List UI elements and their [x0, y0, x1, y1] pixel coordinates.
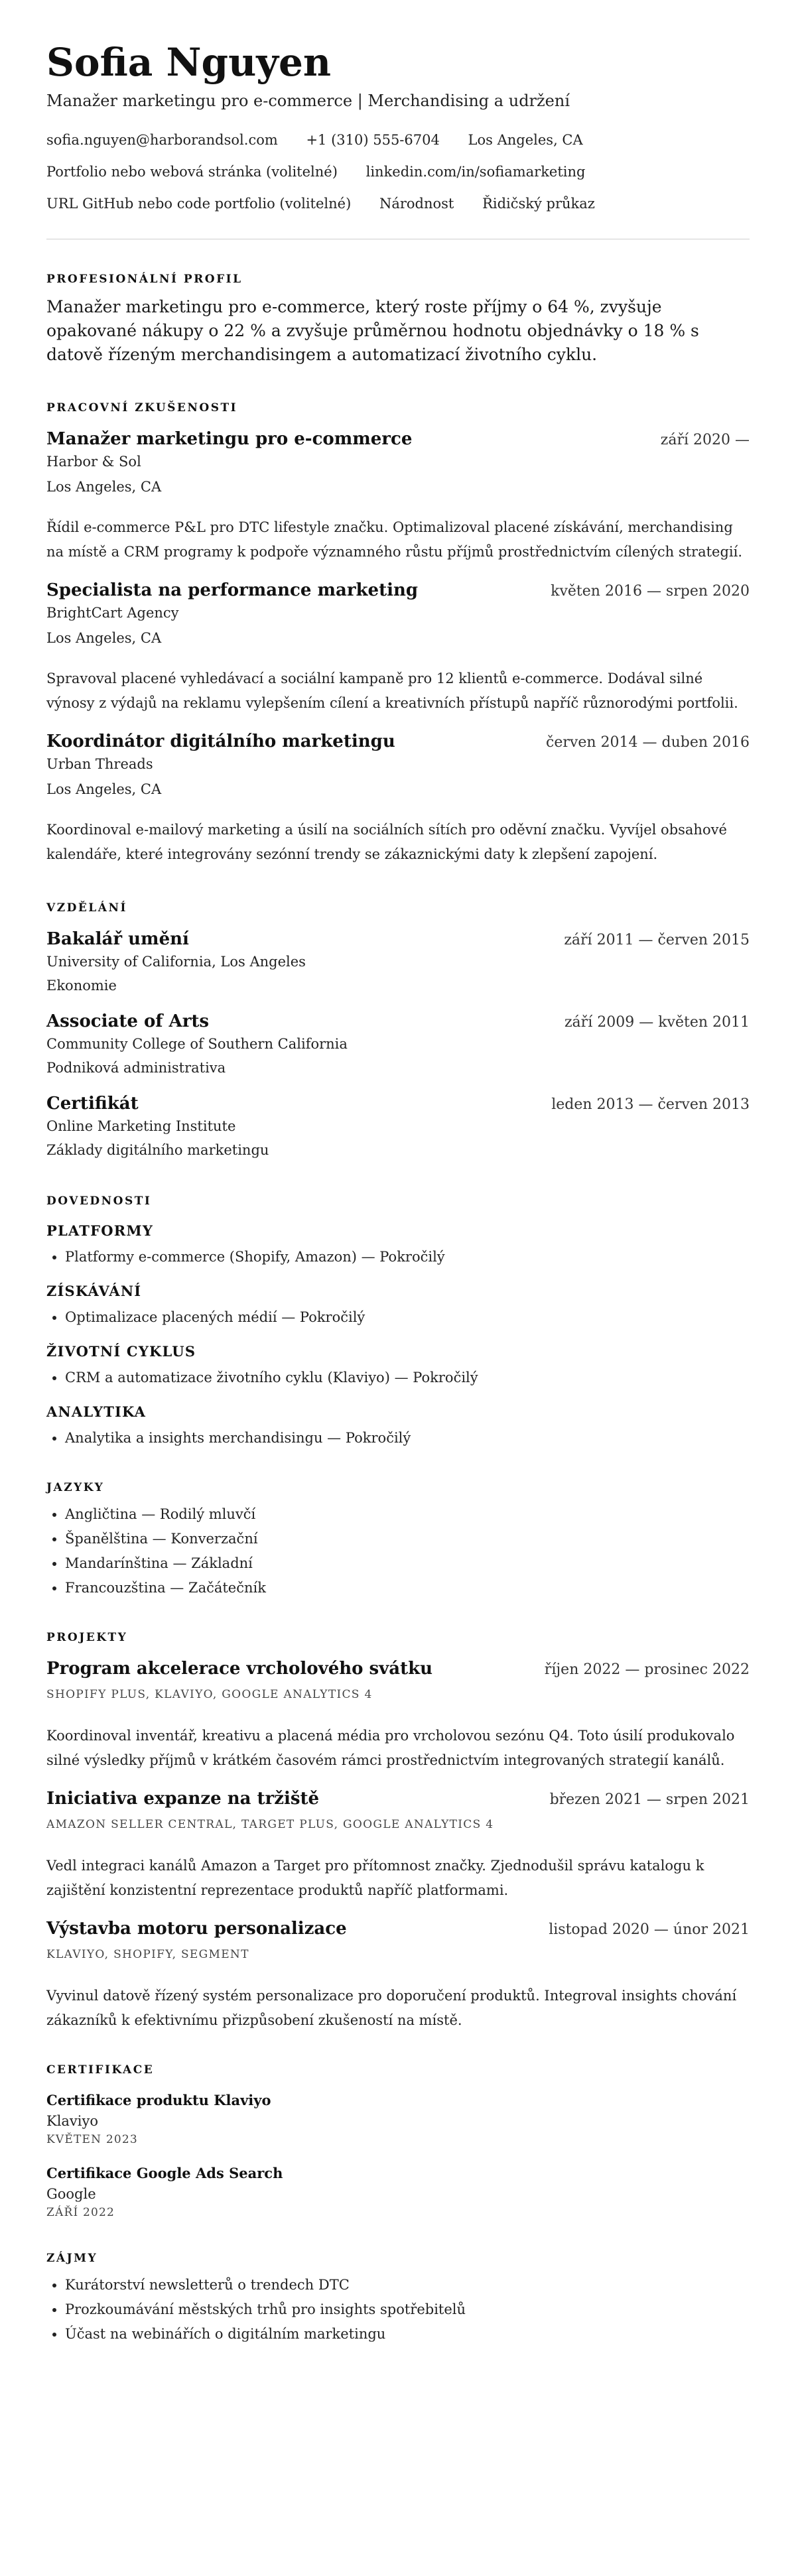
skill-item: • CRM a automatizace životního cyklu (Klaviyo) — Pokročilý: [65, 1366, 750, 1390]
education-section: [46, 900, 750, 1160]
contact-email[interactable]: sofia.nguyen@harborandsol.com: [46, 132, 278, 148]
experience-entry: [46, 730, 750, 867]
experience-company: BrightCart Agency: [46, 605, 179, 621]
skill-category: PLATFORMY: [46, 1222, 154, 1239]
language-item: • Francouzština — Začátečník: [65, 1576, 750, 1600]
interest-list: [46, 2273, 750, 2347]
project-date: říjen 2022 — prosinec 2022: [544, 1661, 750, 1678]
education-degree: Bakalář umění: [46, 929, 189, 949]
project-name: Iniciativa expanze na tržiště: [46, 1789, 320, 1809]
project-tech: KLAVIYO, SHOPIFY, SEGMENT: [46, 1948, 249, 1961]
section-title-profile: PROFESIONÁLNÍ PROFIL: [46, 273, 243, 286]
skill-category: ŽIVOTNÍ CYKLUS: [46, 1343, 196, 1360]
contact-row-links: [46, 162, 750, 182]
skill-category: ZÍSKÁVÁNÍ: [46, 1283, 142, 1299]
certification-entry: [46, 2090, 750, 2148]
certification-name: Certifikace produktu Klaviyo: [46, 2092, 271, 2108]
experience-entry: [46, 579, 750, 716]
education-date: září 2011 — červen 2015: [564, 932, 750, 948]
experience-role: Manažer marketingu pro e-commerce: [46, 429, 413, 449]
contact-phone[interactable]: +1 (310) 555-6704: [306, 132, 440, 148]
languages-section: [46, 1480, 750, 1600]
language-item: • Mandarínština — Základní: [65, 1551, 750, 1576]
skill-item: • Optimalizace placených médií — Pokročilý: [65, 1305, 750, 1330]
education-field: Ekonomie: [46, 978, 117, 994]
experience-date: červen 2014 — duben 2016: [546, 734, 750, 751]
contact-row-extra: [46, 194, 750, 214]
contact-github[interactable]: URL GitHub nebo code portfolio (volitelné): [46, 196, 352, 212]
experience-company: Harbor & Sol: [46, 454, 141, 470]
skill-item: • Analytika a insights merchandisingu — Pokročilý: [65, 1426, 750, 1450]
experience-description: Koordinoval e-mailový marketing a úsilí na sociálních sítích pro oděvní značku. Vyvíjel obsahové kalendáře, které integrovány sezónní trendy se zákaznickými daty k zlepšení zapojení.: [46, 822, 727, 862]
education-date: leden 2013 — červen 2013: [551, 1096, 750, 1113]
experience-location: Los Angeles, CA: [46, 781, 162, 797]
education-field: Podniková administrativa: [46, 1060, 226, 1076]
education-degree: Associate of Arts: [46, 1011, 210, 1031]
experience-section: [46, 400, 750, 867]
interest-item: • Kurátorství newsletterů o trendech DTC: [65, 2273, 750, 2297]
resume-header: [46, 0, 750, 239]
projects-section: [46, 1630, 750, 2033]
interest-item: • Prozkoumávání městských trhů pro insights spotřebitelů: [65, 2297, 750, 2322]
contact-license: Řidičský průkaz: [482, 196, 595, 212]
section-title-education: VZDĚLÁNÍ: [46, 901, 127, 915]
section-title-projects: PROJEKTY: [46, 1631, 128, 1644]
skill-list: [46, 1426, 750, 1450]
project-description: Vyvinul datově řízený systém personalizace pro doporučení produktů. Integroval insights chování zákazníků k efektivnímu přizpůsobení zkušeností na místě.: [46, 1988, 737, 2028]
certification-name: Certifikace Google Ads Search: [46, 2165, 283, 2181]
education-school: University of California, Los Angeles: [46, 954, 306, 970]
certification-entry: [46, 2163, 750, 2221]
contact-linkedin[interactable]: linkedin.com/in/sofiamarketing: [365, 164, 586, 180]
section-title-certifications: CERTIFIKACE: [46, 2063, 155, 2077]
experience-entry: [46, 428, 750, 564]
project-description: Vedl integraci kanálů Amazon a Target pro přítomnost značky. Zjednodušil správu katalogu k zajištění konzistentní reprezentace produktů napříč platformami.: [46, 1858, 704, 1898]
education-date: září 2009 — květen 2011: [564, 1014, 750, 1031]
experience-company: Urban Threads: [46, 756, 153, 772]
experience-description: Řídil e-commerce P&L pro DTC lifestyle značku. Optimalizoval placené získávání, merchandising na místě a CRM programy k podpoře významného růstu příjmů prostřednictvím cílených strategií.: [46, 519, 743, 560]
language-list: [46, 1502, 750, 1600]
skills-section: [46, 1193, 750, 1450]
experience-location: Los Angeles, CA: [46, 479, 162, 495]
experience-date: květen 2016 — srpen 2020: [551, 583, 750, 600]
section-title-skills: DOVEDNOSTI: [46, 1194, 152, 1208]
interest-item: • Účast na webinářích o digitálním marketingu: [65, 2322, 750, 2347]
language-item: • Španělština — Konverzační: [65, 1527, 750, 1551]
contact-row-primary: [46, 130, 750, 150]
project-entry: [46, 1657, 750, 1773]
skill-list: [46, 1305, 750, 1330]
certification-date: ZÁŘÍ 2022: [46, 2206, 115, 2219]
section-title-interests: ZÁJMY: [46, 2252, 98, 2265]
section-title-experience: PRACOVNÍ ZKUŠENOSTI: [46, 401, 238, 415]
education-entry: [46, 1092, 750, 1160]
skill-category: ANALYTIKA: [46, 1403, 147, 1420]
project-entry: [46, 1787, 750, 1903]
section-title-languages: JAZYKY: [46, 1481, 105, 1494]
experience-description: Spravoval placené vyhledávací a sociální kampaně pro 12 klientů e-commerce. Dodával silné výnosy z výdajů na reklamu vylepšením cílení a kreativních přístupů napříč různorodými portfolii.: [46, 671, 738, 711]
certification-issuer: Klaviyo: [46, 2113, 99, 2129]
project-entry: [46, 1917, 750, 2033]
certifications-section: [46, 2062, 750, 2221]
project-name: Výstavba motoru personalizace: [46, 1919, 347, 1939]
skill-list: [46, 1366, 750, 1390]
project-name: Program akcelerace vrcholového svátku: [46, 1659, 433, 1679]
education-field: Základy digitálního marketingu: [46, 1142, 269, 1158]
contact-location: Los Angeles, CA: [468, 132, 583, 148]
experience-role: Specialista na performance marketing: [46, 580, 419, 600]
project-tech: AMAZON SELLER CENTRAL, TARGET PLUS, GOOGLE ANALYTICS 4: [46, 1818, 494, 1831]
certification-date: KVĚTEN 2023: [46, 2133, 138, 2146]
project-description: Koordinoval inventář, kreativu a placená média pro vrcholovou sezónu Q4. Toto úsilí produkovalo silné výsledky příjmů v krátkém časovém rámci prostřednictvím integrovaných strategií kanálů.: [46, 1728, 735, 1768]
skill-list: [46, 1245, 750, 1269]
contact-portfolio[interactable]: Portfolio nebo webová stránka (volitelné): [46, 164, 338, 180]
experience-role: Koordinátor digitálního marketingu: [46, 732, 395, 751]
profile-summary: Manažer marketingu pro e-commerce, který roste příjmy o 64 %, zvyšuje opakované nákupy o 22 % a zvyšuje průměrnou hodnotu objednávky o 18 % s datově řízeným merchandisingem a automatizací životního cyklu.: [46, 297, 699, 364]
education-degree: Certifikát: [46, 1094, 139, 1114]
language-item: • Angličtina — Rodilý mluvčí: [65, 1502, 750, 1527]
interests-section: [46, 2250, 750, 2347]
experience-location: Los Angeles, CA: [46, 630, 162, 646]
education-school: Community College of Southern California: [46, 1036, 348, 1052]
contact-nationality: Národnost: [379, 196, 454, 212]
candidate-name: Sofia Nguyen: [46, 40, 332, 85]
candidate-headline: Manažer marketingu pro e-commerce | Merchandising a udržení: [46, 92, 570, 110]
project-tech: SHOPIFY PLUS, KLAVIYO, GOOGLE ANALYTICS 4: [46, 1688, 373, 1701]
education-entry: [46, 928, 750, 996]
certification-issuer: Google: [46, 2186, 96, 2202]
project-date: listopad 2020 — únor 2021: [549, 1921, 750, 1938]
education-school: Online Marketing Institute: [46, 1118, 236, 1134]
experience-date: září 2020 —: [660, 432, 750, 448]
skill-item: • Platformy e-commerce (Shopify, Amazon) — Pokročilý: [65, 1245, 750, 1269]
profile-section: [46, 271, 750, 367]
education-entry: [46, 1010, 750, 1078]
project-date: březen 2021 — srpen 2021: [549, 1791, 750, 1808]
